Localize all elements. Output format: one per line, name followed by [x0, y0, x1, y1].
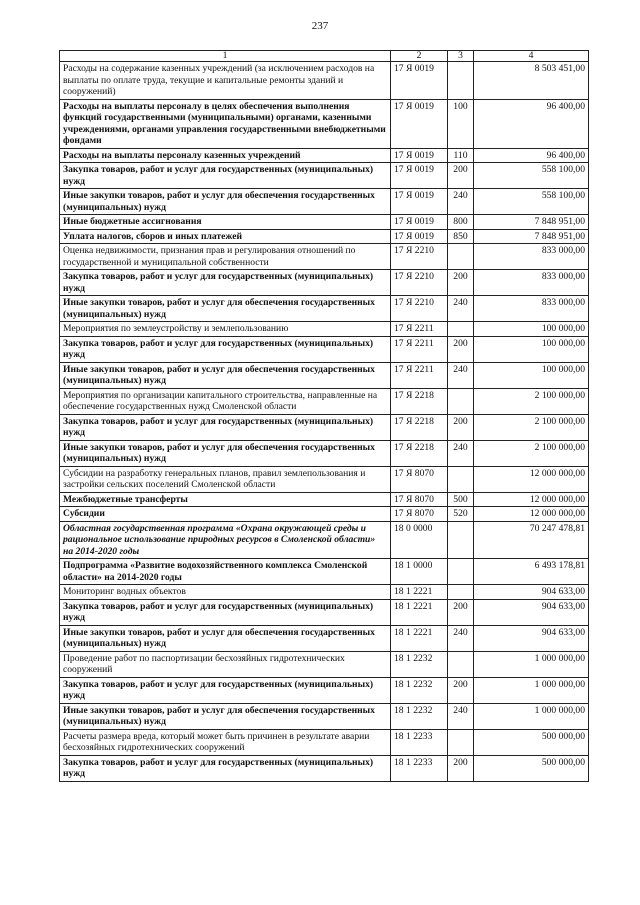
row-code: 17 Я 2218	[391, 414, 448, 440]
row-code: 17 Я 0019	[391, 148, 448, 163]
row-type: 200	[448, 414, 474, 440]
row-name: Закупка товаров, работ и услуг для государственных (муниципальных) нужд	[60, 677, 391, 703]
row-amount: 558 100,00	[474, 163, 589, 189]
row-type	[448, 244, 474, 270]
row-name: Уплата налогов, сборов и иных платежей	[60, 229, 391, 244]
table-row	[60, 559, 589, 585]
row-amount: 100 000,00	[474, 362, 589, 388]
row-name: Закупка товаров, работ и услуг для государственных (муниципальных) нужд	[60, 414, 391, 440]
table-row	[60, 599, 589, 625]
table-row	[60, 296, 589, 322]
row-name: Областная государственная программа «Охрана окружающей среды и рациональное использование природных ресурсов в Смоленской области» на 2014-2020 годы	[60, 521, 391, 559]
row-code: 17 Я 2218	[391, 388, 448, 414]
row-amount: 12 000 000,00	[474, 507, 589, 522]
table-row	[60, 521, 589, 559]
row-amount: 833 000,00	[474, 270, 589, 296]
table-row	[60, 492, 589, 507]
row-type: 200	[448, 755, 474, 781]
table-row	[60, 388, 589, 414]
table-row	[60, 440, 589, 466]
row-code: 17 Я 0019	[391, 99, 448, 148]
row-type: 200	[448, 336, 474, 362]
row-type: 110	[448, 148, 474, 163]
row-name: Закупка товаров, работ и услуг для государственных (муниципальных) нужд	[60, 599, 391, 625]
row-name: Иные закупки товаров, работ и услуг для обеспечения государственных (муниципальных) нужд	[60, 440, 391, 466]
table-row	[60, 466, 589, 492]
column-header-name: 1	[60, 51, 391, 62]
row-name: Субсидии на разработку генеральных планов, правил землепользования и застройки сельских поселений Смоленской области	[60, 466, 391, 492]
table-row	[60, 362, 589, 388]
table-row	[60, 99, 589, 148]
table-row	[60, 189, 589, 215]
row-amount: 6 493 178,81	[474, 559, 589, 585]
row-type	[448, 559, 474, 585]
row-code: 17 Я 8070	[391, 492, 448, 507]
row-name: Подпрограмма «Развитие водохозяйственного комплекса Смоленской области» на 2014-2020 годы	[60, 559, 391, 585]
row-type: 240	[448, 703, 474, 729]
row-code: 17 Я 2211	[391, 362, 448, 388]
row-type	[448, 388, 474, 414]
row-type: 200	[448, 677, 474, 703]
row-amount: 7 848 951,00	[474, 229, 589, 244]
table-row	[60, 163, 589, 189]
table-row	[60, 755, 589, 781]
row-type: 520	[448, 507, 474, 522]
table-row	[60, 414, 589, 440]
row-code: 17 Я 2211	[391, 322, 448, 337]
row-name: Иные закупки товаров, работ и услуг для обеспечения государственных (муниципальных) нужд	[60, 189, 391, 215]
row-name: Закупка товаров, работ и услуг для государственных (муниципальных) нужд	[60, 755, 391, 781]
row-amount: 500 000,00	[474, 755, 589, 781]
row-code: 17 Я 2211	[391, 336, 448, 362]
row-code: 17 Я 0019	[391, 163, 448, 189]
row-amount: 2 100 000,00	[474, 414, 589, 440]
column-header-amount: 4	[474, 51, 589, 62]
row-type: 200	[448, 163, 474, 189]
row-type: 100	[448, 99, 474, 148]
row-amount: 7 848 951,00	[474, 215, 589, 230]
table-row	[60, 703, 589, 729]
row-code: 17 Я 2218	[391, 440, 448, 466]
row-amount: 904 633,00	[474, 625, 589, 651]
table-row	[60, 148, 589, 163]
column-header-type: 3	[448, 51, 474, 62]
table-row	[60, 585, 589, 600]
row-code: 17 Я 2210	[391, 244, 448, 270]
row-type	[448, 585, 474, 600]
row-name: Субсидии	[60, 507, 391, 522]
row-type: 800	[448, 215, 474, 230]
table-row	[60, 244, 589, 270]
row-name: Проведение работ по паспортизации бесхозяйных гидротехнических сооружений	[60, 651, 391, 677]
page-number: 237	[311, 20, 329, 32]
row-code: 17 Я 2210	[391, 270, 448, 296]
row-amount: 12 000 000,00	[474, 492, 589, 507]
row-type: 500	[448, 492, 474, 507]
row-name: Мониторинг водных объектов	[60, 585, 391, 600]
row-name: Иные бюджетные ассигнования	[60, 215, 391, 230]
table-row	[60, 336, 589, 362]
row-code: 18 1 2232	[391, 677, 448, 703]
table-row	[60, 322, 589, 337]
row-name: Расчеты размера вреда, который может быть причинен в результате аварии бесхозяйных гидротехнических сооружений	[60, 729, 391, 755]
row-code: 18 1 2232	[391, 703, 448, 729]
row-type	[448, 651, 474, 677]
row-code: 18 1 2233	[391, 755, 448, 781]
row-code: 17 Я 8070	[391, 507, 448, 522]
budget-table	[59, 50, 589, 782]
row-type	[448, 521, 474, 559]
row-code: 18 0 0000	[391, 521, 448, 559]
row-amount: 833 000,00	[474, 296, 589, 322]
row-type: 200	[448, 270, 474, 296]
table-header-row	[60, 51, 589, 62]
row-amount: 2 100 000,00	[474, 388, 589, 414]
row-type	[448, 466, 474, 492]
row-name: Закупка товаров, работ и услуг для государственных (муниципальных) нужд	[60, 336, 391, 362]
row-amount: 904 633,00	[474, 599, 589, 625]
row-amount: 1 000 000,00	[474, 677, 589, 703]
table-row	[60, 215, 589, 230]
row-code: 18 1 2232	[391, 651, 448, 677]
row-name: Закупка товаров, работ и услуг для государственных (муниципальных) нужд	[60, 270, 391, 296]
row-amount: 833 000,00	[474, 244, 589, 270]
row-name: Мероприятия по организации капитального строительства, направленные на обеспечение государственных нужд Смоленской области	[60, 388, 391, 414]
row-name: Иные закупки товаров, работ и услуг для обеспечения государственных (муниципальных) нужд	[60, 703, 391, 729]
row-amount: 70 247 478,81	[474, 521, 589, 559]
row-type	[448, 62, 474, 100]
row-name: Оценка недвижимости, признания прав и регулирования отношений по государственной и муниципальной собственности	[60, 244, 391, 270]
row-amount: 100 000,00	[474, 322, 589, 337]
row-type: 850	[448, 229, 474, 244]
row-code: 17 Я 8070	[391, 466, 448, 492]
row-amount: 1 000 000,00	[474, 651, 589, 677]
row-amount: 1 000 000,00	[474, 703, 589, 729]
row-type: 240	[448, 440, 474, 466]
row-code: 17 Я 0019	[391, 62, 448, 100]
row-code: 18 1 2221	[391, 585, 448, 600]
row-type	[448, 729, 474, 755]
table-row	[60, 677, 589, 703]
row-amount: 96 400,00	[474, 99, 589, 148]
row-name: Расходы на содержание казенных учреждений (за исключением расходов на выплаты по оплате труда, текущие и капитальные ремонты зданий и сооружений)	[60, 62, 391, 100]
row-type: 240	[448, 189, 474, 215]
row-type: 200	[448, 599, 474, 625]
table-row	[60, 625, 589, 651]
row-code: 17 Я 0019	[391, 215, 448, 230]
row-amount: 100 000,00	[474, 336, 589, 362]
row-amount: 558 100,00	[474, 189, 589, 215]
row-name: Межбюджетные трансферты	[60, 492, 391, 507]
table-row	[60, 62, 589, 100]
row-amount: 12 000 000,00	[474, 466, 589, 492]
row-amount: 500 000,00	[474, 729, 589, 755]
row-code: 17 Я 0019	[391, 229, 448, 244]
row-amount: 904 633,00	[474, 585, 589, 600]
row-name: Мероприятия по землеустройству и землепользованию	[60, 322, 391, 337]
row-name: Иные закупки товаров, работ и услуг для обеспечения государственных (муниципальных) нужд	[60, 625, 391, 651]
table-row	[60, 270, 589, 296]
row-code: 18 1 0000	[391, 559, 448, 585]
row-name: Расходы на выплаты персоналу казенных учреждений	[60, 148, 391, 163]
row-type: 240	[448, 362, 474, 388]
row-amount: 2 100 000,00	[474, 440, 589, 466]
row-name: Расходы на выплаты персоналу в целях обеспечения выполнения функций государственными (муниципальными) органами, казенными учреждениями, органами управления государственными внебюджетными фондами	[60, 99, 391, 148]
row-code: 17 Я 0019	[391, 189, 448, 215]
row-code: 18 1 2233	[391, 729, 448, 755]
table-row	[60, 229, 589, 244]
row-code: 18 1 2221	[391, 599, 448, 625]
row-type: 240	[448, 296, 474, 322]
row-code: 17 Я 2210	[391, 296, 448, 322]
row-type: 240	[448, 625, 474, 651]
row-code: 18 1 2221	[391, 625, 448, 651]
table-row	[60, 651, 589, 677]
row-amount: 8 503 451,00	[474, 62, 589, 100]
table-row	[60, 507, 589, 522]
row-amount: 96 400,00	[474, 148, 589, 163]
row-name: Иные закупки товаров, работ и услуг для обеспечения государственных (муниципальных) нужд	[60, 296, 391, 322]
column-header-code: 2	[391, 51, 448, 62]
row-name: Иные закупки товаров, работ и услуг для обеспечения государственных (муниципальных) нужд	[60, 362, 391, 388]
row-type	[448, 322, 474, 337]
table-row	[60, 729, 589, 755]
row-name: Закупка товаров, работ и услуг для государственных (муниципальных) нужд	[60, 163, 391, 189]
